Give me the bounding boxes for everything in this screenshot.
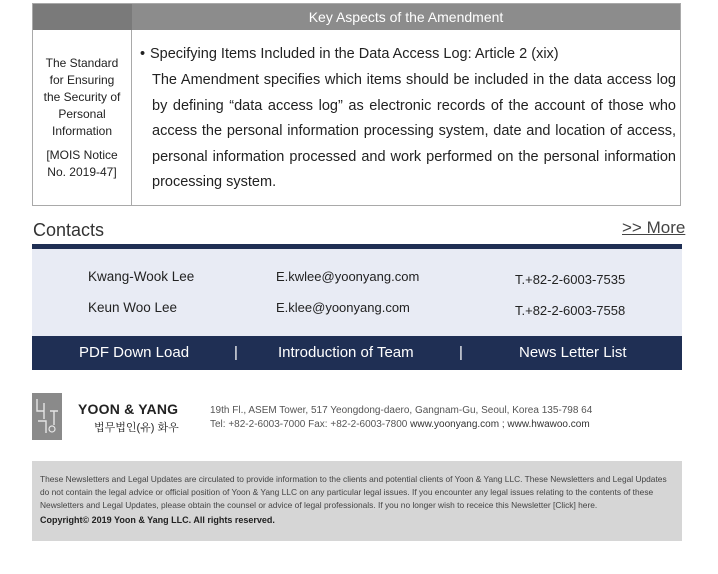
brand-korean: 법무법인(유) 화우 — [94, 422, 179, 434]
amendment-heading — [140, 44, 670, 64]
logo-icon — [32, 393, 62, 440]
contact-row — [32, 300, 682, 320]
logo-mark-icon — [32, 393, 62, 440]
amendment-text — [140, 44, 676, 190]
phone-fax: Tel: +82-2-6003-7000 Fax: +82-2-6003-7800 — [210, 419, 411, 430]
notice-line: No. 2019-47] — [47, 165, 117, 179]
bullet-icon: • — [140, 46, 146, 62]
standard-line: the Security of — [43, 90, 121, 104]
contact-email[interactable]: E.klee@yoonyang.com — [276, 300, 410, 315]
newsletter-list-link[interactable]: News Letter List — [519, 344, 627, 361]
address-line: 19th Fl., ASEM Tower, 517 Yeongdong-daero, Gangnam-Gu, Seoul, Korea 135-798 64 — [210, 405, 593, 416]
more-link[interactable]: >> More — [622, 218, 686, 237]
contact-tel: T.+82-2-6003-7535 — [515, 272, 626, 287]
contact-name: Keun Woo Lee — [88, 300, 178, 315]
contact-row — [32, 269, 682, 289]
standard-line: Information — [51, 124, 113, 138]
brand-name: YOON & YANG — [78, 401, 179, 417]
contacts-list — [32, 249, 682, 336]
contact-tel: T.+82-2-6003-7558 — [515, 303, 626, 318]
amendment-body: The Amendment specifies which items should be included in the data access log by defining “data access log” as electronic records of the account of those who access the personal information processing system, date and location of access, personal information processed and work performed on the personal information processing system. — [152, 72, 676, 190]
footer-nav — [32, 336, 682, 370]
notice-line: [MOIS Notice — [46, 148, 118, 162]
notice-number — [37, 147, 127, 181]
standard-line: for Ensuring — [49, 73, 115, 87]
standard-line: The Standard — [45, 56, 119, 70]
pdf-download-link[interactable]: PDF Down Load — [79, 344, 190, 361]
nav-separator: | — [459, 344, 463, 361]
nav-separator: | — [234, 344, 238, 361]
amendment-header-title: Key Aspects of the Amendment — [308, 9, 504, 25]
amendment-header — [33, 4, 680, 30]
disclaimer-text: These Newsletters and Legal Updates are circulated to provide information to the clients and potential clients of Yoon & Yang LLC. These Newsletters and Legal Updates do not contain the legal advice or official position of Yoon & Yang LLC on any particular legal issues. If you encounter any legal issues relating to the contents of these Newsletters and Legal Updates, please obtain the counsel or advice of legal professionals. If you no longer wish to receice this Newsletter [Click] here. — [40, 474, 667, 510]
contact-name: Kwang-Wook Lee — [88, 269, 195, 284]
contact-line — [210, 418, 592, 432]
copyright: Copyright© 2019 Yoon & Yang LLC. All rights reserved. — [40, 515, 275, 525]
standard-line: Personal — [58, 107, 106, 121]
team-intro-link[interactable]: Introduction of Team — [278, 344, 414, 361]
contacts-title: Contacts — [33, 220, 105, 240]
amendment-header-left-cell — [33, 4, 132, 30]
amendment-source-cell — [33, 30, 132, 205]
standard-name — [37, 55, 127, 140]
amendment-heading-text: Specifying Items Included in the Data Access Log: Article 2 (xix) — [150, 46, 559, 62]
disclaimer-box — [32, 461, 682, 541]
website-links[interactable]: www.yoonyang.com ; www.hwawoo.com — [410, 419, 590, 430]
firm-address — [210, 404, 592, 432]
contact-email[interactable]: E.kwlee@yoonyang.com — [276, 269, 420, 284]
